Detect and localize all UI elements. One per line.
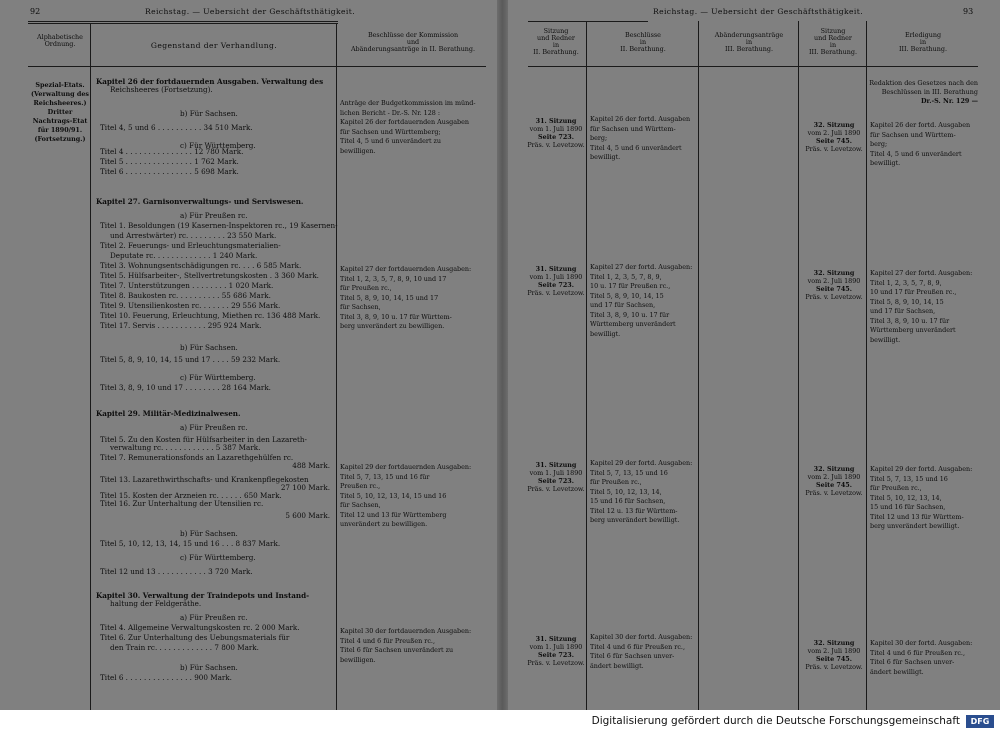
commission-line: Preußen rc., (340, 482, 381, 490)
session-ii-line: vom 1. Juli 1890 (529, 273, 583, 281)
decision-ii-line: Titel 4, 5 und 6 unverändert (590, 143, 682, 152)
session-iii-line: Präs. v. Levetzow. (805, 489, 863, 497)
settlement-iii-line: 15 und 16 für Sachsen, (870, 503, 946, 511)
subject-line: 488 Mark. (292, 461, 330, 470)
subject-line: b) Für Sachsen. (180, 663, 238, 672)
decision-ii-line: Württemberg unverändert (590, 320, 676, 328)
commission-line: für Preußen rc., (340, 284, 392, 292)
subject-line: Reichsheeres (Fortsetzung). (110, 85, 213, 94)
subject-line: a) Für Preußen rc. (180, 613, 248, 622)
subject-line: Deputate rc. . . . . . . . . . . . . 1 240 Mark. (110, 251, 258, 260)
commission-header: Beschlüsse der Kommission und Abänderungsanträge in II. Berathung. (350, 31, 476, 53)
commission-line: Titel 4 und 6 für Preußen rc., (340, 636, 435, 645)
commission-line: Titel 6 für Sachsen unverändert zu (340, 646, 454, 654)
session-iii-line: 32. Sitzung (813, 639, 855, 647)
right-page-number: 93 (963, 7, 974, 16)
decision-ii-line: berg; (590, 134, 608, 142)
commission-line: Titel 1, 2, 3, 5, 7, 8, 9, 10 und 17 (340, 274, 447, 283)
commission-line: Titel 3, 8, 9, 10 u. 17 für Württem- (340, 312, 452, 321)
subject-line: Titel 4, 5 und 6 . . . . . . . . . . 34 510 Mark. (100, 123, 253, 132)
decision-ii-header: Beschlüsse in II. Berathung. (620, 31, 666, 53)
commission-line: Titel 5, 10, 12, 13, 14, 15 und 16 (340, 491, 447, 500)
commission-line: Kapitel 29 der fortdauernden Ausgaben: (340, 463, 472, 471)
subject-line: Titel 5. Hülfsarbeiter-, Stellvertretungskosten . 3 360 Mark. (100, 271, 319, 280)
session-ii-line: 31. Sitzung (535, 265, 577, 273)
commission-line: Kapitel 26 der fortdauernden Ausgaben (340, 118, 469, 126)
settlement-iii-line: Kapitel 29 der fortd. Ausgaben: (870, 465, 973, 473)
left-page-number: 92 (30, 7, 41, 16)
session-iii-line: Seite 745. (816, 655, 852, 663)
session-iii-line: 32. Sitzung (813, 121, 855, 129)
redaction-note-line: Beschlüssen in III. Berathung (881, 88, 978, 96)
settlement-iii-header: Erledigung in III. Berathung. (898, 31, 948, 53)
subject-line: Titel 10. Feuerung, Erleuchtung, Miethen rc. 136 488 Mark. (100, 311, 321, 320)
session-ii-line: Präs. v. Levetzow. (527, 659, 585, 667)
session-iii-line: vom 2. Juli 1890 (807, 277, 861, 285)
subject-line: Titel 15. Kosten der Arzneien rc. . . . . . 650 Mark. (100, 491, 282, 500)
subject-line: Titel 5 . . . . . . . . . . . . . . . 1 762 Mark. (100, 157, 239, 166)
commission-line: für Sachsen und Württemberg; (340, 127, 441, 136)
decision-ii-line: Kapitel 29 der fortd. Ausgaben: (590, 459, 693, 467)
alpha-line: für 1890/91. (37, 126, 83, 134)
session-iii-line: Seite 745. (816, 285, 852, 293)
settlement-iii-line: Titel 5, 7, 13, 15 und 16 (870, 474, 948, 483)
subject-line: c) Für Württemberg. (180, 553, 256, 562)
settlement-iii-line: ändert bewilligt. (870, 667, 924, 676)
session-iii-line: Präs. v. Levetzow. (805, 145, 863, 153)
alpha-order-header: Alphabetische Ordnung. (37, 33, 83, 48)
settlement-iii-line: Titel 3, 8, 9, 10 u. 17 für (870, 316, 950, 325)
decision-ii-line: Titel 1, 2, 3, 5, 7, 8, 9, (590, 272, 662, 281)
footer-bar (0, 710, 1000, 733)
commission-line: für Sachsen, (340, 303, 381, 311)
subject-line: Titel 1. Besoldungen (19 Kasernen-Inspektoren rc., 19 Kasernen- (100, 221, 338, 230)
decision-ii-line: für Sachsen und Württem- (590, 124, 676, 133)
session-iii-header: Sitzung und Redner in III. Berathung. (808, 27, 858, 56)
commission-line: Kapitel 27 der fortdauernden Ausgaben: (340, 265, 472, 273)
subject-line: c) Für Württemberg. (180, 141, 256, 150)
decision-ii-line: Titel 5, 7, 13, 15 und 16 (590, 468, 668, 477)
session-iii-line: vom 2. Juli 1890 (807, 473, 861, 481)
subject-line: Titel 7. Remunerationsfonds an Lazarethgehülfen rc. (100, 453, 294, 462)
commission-line: Kapitel 30 der fortdauernden Ausgaben: (340, 627, 472, 635)
commission-line: berg unverändert zu bewilligen. (340, 322, 445, 330)
subject-line: Titel 5, 8, 9, 10, 14, 15 und 17 . . . . 59 232 Mark. (100, 355, 281, 364)
commission-line: Anträge der Budgetkommission im münd- (340, 99, 476, 107)
session-ii-line: Seite 723. (538, 133, 574, 141)
decision-ii-line: Titel 4 und 6 für Preußen rc., (590, 642, 685, 651)
settlement-iii-line: Titel 6 für Sachsen unver- (870, 658, 955, 666)
subject-line: a) Für Preußen rc. (180, 211, 248, 220)
session-ii-line: Präs. v. Levetzow. (527, 141, 585, 149)
settlement-iii-line: Kapitel 27 der fortd. Ausgaben: (870, 269, 973, 277)
book-gutter (497, 0, 508, 710)
settlement-iii-line: Kapitel 26 der fortd. Ausgaben (870, 121, 971, 129)
subject-line: haltung der Feldgeräthe. (110, 599, 202, 608)
subject-line: Titel 3, 8, 9, 10 und 17 . . . . . . . . 28 164 Mark. (100, 383, 271, 392)
decision-ii-line: 10 u. 17 für Preußen rc., (590, 282, 671, 290)
subject-line: Titel 12 und 13 . . . . . . . . . . . 3 720 Mark. (100, 567, 253, 576)
subject-header: Gegenstand der Verhandlung. (150, 41, 278, 50)
settlement-iii-line: Titel 1, 2, 3, 5, 7, 8, 9, (870, 278, 942, 287)
subject-line: Kapitel 26 der fortdauernden Ausgaben. Verwaltung des (96, 77, 324, 86)
decision-ii-line: und 17 für Sachsen, (590, 301, 656, 309)
funding-notice: Digitalisierung gefördert durch die Deutsche Forschungsgemeinschaft (591, 715, 960, 727)
alpha-line: (Verwaltung des (31, 90, 89, 98)
alpha-line: Dritter (47, 108, 73, 116)
decision-ii-line: Titel 3, 8, 9, 10 u. 17 für (590, 310, 670, 319)
alpha-line: Reichsheeres.) (33, 99, 87, 107)
session-iii-line: vom 2. Juli 1890 (807, 129, 861, 137)
session-ii-line: vom 1. Juli 1890 (529, 125, 583, 133)
decision-ii-line: Titel 5, 10, 12, 13, 14, (590, 487, 662, 496)
subject-line: Titel 5. Zu den Kosten für Hülfsarbeiter in den Lazareth- (100, 435, 307, 444)
session-ii-line: Seite 723. (538, 477, 574, 485)
settlement-iii-line: und 17 für Sachsen, (870, 307, 936, 315)
decision-ii-line: Kapitel 26 der fortd. Ausgaben (590, 115, 691, 123)
subject-line: Titel 5, 10, 12, 13, 14, 15 und 16 . . . 8 837 Mark. (100, 539, 281, 548)
amendment-iii-header: Abänderungsanträge in III. Berathung. (714, 31, 784, 53)
decision-ii-line: Titel 6 für Sachsen unver- (590, 652, 675, 660)
settlement-iii-line: für Sachsen und Württem- (870, 130, 956, 139)
subject-line: Titel 6 . . . . . . . . . . . . . . . 900 Mark. (100, 673, 232, 682)
session-iii-line: 32. Sitzung (813, 269, 855, 277)
commission-line: für Sachsen, (340, 501, 381, 509)
session-ii-line: 31. Sitzung (535, 635, 577, 643)
subject-line: Kapitel 27. Garnisonverwaltungs- und Serviswesen. (96, 197, 304, 206)
session-iii-line: 32. Sitzung (813, 465, 855, 473)
settlement-iii-line: Titel 5, 8, 9, 10, 14, 15 (870, 297, 944, 306)
subject-line: Titel 17. Servis . . . . . . . . . . . 295 924 Mark. (100, 321, 262, 330)
alpha-line: (Fortsetzung.) (34, 135, 86, 143)
session-ii-line: 31. Sitzung (535, 117, 577, 125)
commission-line: unverändert zu bewilligen. (340, 520, 428, 528)
decision-ii-line: Titel 5, 8, 9, 10, 14, 15 (590, 291, 664, 300)
subject-line: und Arrestwärter) rc. . . . . . . . . 23 550 Mark. (110, 231, 277, 240)
settlement-iii-line: Titel 5, 10, 12, 13, 14, (870, 493, 942, 502)
session-ii-line: vom 1. Juli 1890 (529, 469, 583, 477)
right-running-head: Reichstag. — Uebersicht der Geschäftsthätigkeit. (652, 7, 864, 16)
settlement-iii-line: Württemberg unverändert (870, 326, 956, 334)
settlement-iii-line: Titel 4, 5 und 6 unverändert (870, 149, 962, 158)
decision-ii-line: berg unverändert bewilligt. (590, 516, 680, 524)
subject-line: b) Für Sachsen. (180, 529, 238, 538)
settlement-iii-line: bewilligt. (870, 159, 901, 167)
subject-line: Kapitel 30. Verwaltung der Traindepots und Instand- (96, 591, 310, 600)
settlement-iii-line: Titel 12 und 13 für Württem- (870, 512, 964, 521)
decision-ii-line: Kapitel 30 der fortd. Ausgaben: (590, 633, 693, 641)
decision-ii-line: ändert bewilligt. (590, 661, 644, 670)
commission-line: Titel 5, 8, 9, 10, 14, 15 und 17 (340, 293, 439, 302)
decision-ii-line: bewilligt. (590, 329, 621, 338)
session-iii-line: Seite 745. (816, 481, 852, 489)
session-ii-line: vom 1. Juli 1890 (529, 643, 583, 651)
session-iii-line: Präs. v. Levetzow. (805, 293, 863, 301)
subject-line: Titel 8. Baukosten rc. . . . . . . . . . 55 686 Mark. (100, 291, 271, 300)
subject-line: Titel 6. Zur Unterhaltung des Uebungsmaterials für (100, 633, 290, 642)
subject-line: Titel 16. Zur Unterhaltung der Utensilien rc. (100, 499, 264, 508)
settlement-iii-line: Titel 4 und 6 für Preußen rc., (870, 648, 965, 657)
redaction-note-line: Redaktion des Gesetzes nach den (869, 79, 978, 87)
session-ii-line: Seite 723. (538, 281, 574, 289)
subject-line: Titel 4. Allgemeine Verwaltungskosten rc. 2 000 Mark. (100, 623, 300, 632)
settlement-iii-line: 10 und 17 für Preußen rc., (870, 288, 957, 296)
commission-line: lichen Bericht - Dr.-S. Nr. 128 : (340, 108, 441, 117)
settlement-iii-line: bewilligt. (870, 335, 901, 344)
session-iii-line: Seite 745. (816, 137, 852, 145)
session-ii-line: 31. Sitzung (535, 461, 577, 469)
subject-line: b) Für Sachsen. (180, 109, 238, 118)
subject-line: Titel 2. Feuerungs- und Erleuchtungsmaterialien- (100, 241, 281, 250)
commission-line: bewilligen. (340, 146, 376, 155)
subject-line: den Train rc. . . . . . . . . . . . . 7 800 Mark. (110, 643, 259, 652)
session-ii-header: Sitzung und Redner in II. Berathung. (533, 27, 579, 56)
commission-line: Titel 5, 7, 13, 15 und 16 für (340, 472, 430, 481)
session-iii-line: Präs. v. Levetzow. (805, 663, 863, 671)
left-running-head: Reichstag. — Uebersicht der Geschäftsthätigkeit. (144, 7, 356, 16)
left-page (0, 0, 497, 710)
commission-line: bewilligen. (340, 655, 376, 664)
subject-line: Titel 3. Wohnungsentschädigungen rc. . . . 6 585 Mark. (100, 261, 302, 270)
right-page (508, 0, 1000, 710)
subject-line: Titel 13. Lazarethwirthschafts- und Krankenpflegekosten (100, 475, 309, 484)
decision-ii-line: für Preußen rc., (590, 478, 642, 486)
dfg-logo: DFG (966, 715, 994, 728)
subject-line: 27 100 Mark. (280, 483, 330, 492)
subject-line: b) Für Sachsen. (180, 343, 238, 352)
decision-ii-line: Kapitel 27 der fortd. Ausgaben: (590, 263, 693, 271)
commission-line: Titel 4, 5 und 6 unverändert zu (340, 137, 442, 145)
session-ii-line: Präs. v. Levetzow. (527, 485, 585, 493)
settlement-iii-line: berg unverändert bewilligt. (870, 522, 960, 530)
subject-line: Titel 4 . . . . . . . . . . . . . . . 12 780 Mark. (100, 147, 244, 156)
decision-ii-line: Titel 12 u. 13 für Württem- (590, 506, 678, 515)
commission-line: Titel 12 und 13 für Württemberg (340, 510, 447, 519)
alpha-line: Nachtrags-Etat (32, 117, 88, 125)
subject-line: Kapitel 29. Militär-Medizinalwesen. (96, 409, 241, 418)
subject-line: Titel 9. Utensilienkosten rc. . . . . . . 29 556 Mark. (100, 301, 281, 310)
session-ii-line: Präs. v. Levetzow. (527, 289, 585, 297)
alpha-line: Spezial-Etats. (35, 81, 85, 89)
settlement-iii-line: für Preußen rc., (870, 484, 922, 492)
subject-line: Titel 7. Unterstützungen . . . . . . . . 1 020 Mark. (100, 281, 274, 290)
decision-ii-line: 15 und 16 für Sachsen, (590, 497, 666, 505)
subject-line: c) Für Württemberg. (180, 373, 256, 382)
subject-line: a) Für Preußen rc. (180, 423, 248, 432)
settlement-iii-line: Kapitel 30 der fortd. Ausgaben: (870, 639, 973, 647)
session-ii-line: Seite 723. (538, 651, 574, 659)
subject-line: Titel 6 . . . . . . . . . . . . . . . 5 698 Mark. (100, 167, 239, 176)
settlement-iii-line: berg; (870, 140, 888, 148)
subject-line: 5 600 Mark. (285, 511, 330, 520)
decision-ii-line: bewilligt. (590, 153, 621, 161)
session-iii-line: vom 2. Juli 1890 (807, 647, 861, 655)
subject-line: verwaltung rc. . . . . . . . . . . . 5 387 Mark. (110, 443, 261, 452)
redaction-note-line: Dr.-S. Nr. 129 — (920, 97, 978, 105)
